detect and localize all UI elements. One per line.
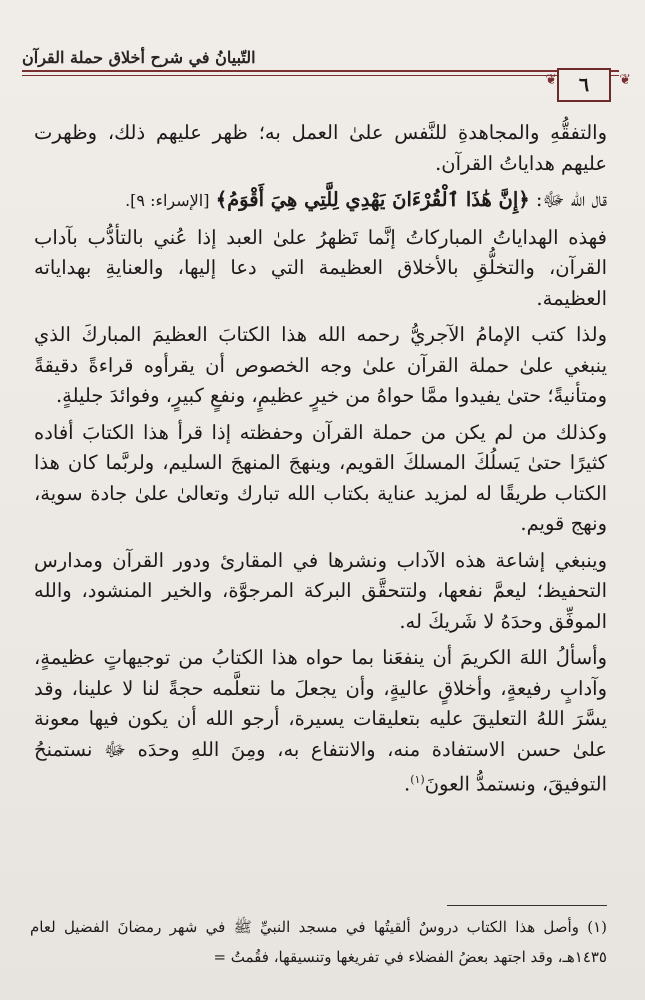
paragraph: وكذلك من لم يكن من حملة القرآن وحفظته إذا قرأ هذا الكتابَ أفاده كثيرًا حتىٰ يَسلُكَ المسلكَ القويم، وينهجَ المنهجَ السليم، ولربَّما كان هذا الكتاب طريقًا له لمزيد عناية بكتاب الله تبارك وتعالىٰ علىٰ جادة سوية، ونهج قويم. [34, 420, 607, 535]
paragraph: وينبغي إشاعة هذه الآداب ونشرها في المقارئ ودور القرآن ومدارس التحفيظ؛ ليعمَّ نفعها، ولتتحقَّق البركة المرجوَّة، والخير المنشود، والله الموفِّق وحدَهُ لا شَريكَ له. [34, 548, 607, 633]
paragraph: والتفقُّهِ والمجاهدةِ للنَّفس علىٰ العمل به؛ ظهر عليهم ذلك، وظهرت عليهم هداياتُ القرآن. [34, 121, 607, 175]
page-header [22, 48, 631, 110]
footnote-marker[interactable]: (١) [410, 773, 425, 786]
paragraph: وأسألُ اللهَ الكريمَ أن ينفعَنا بما حواه هذا الكتابُ من توجيهاتٍ عظيمةٍ، وآدابٍ رفيعةٍ، وأخلاقٍ عاليةٍ، وأن يجعلَ ما نتعلَّمه حجةً لنا لا علينا، وقد يسَّرَ اللهُ التعليقَ عليه بتعليقات يسيرة، أرجو الله أن يكون فيها معونة علىٰ حسن الاستفادة منه، والانتفاع به، ومِنَ اللهِ وحدَه ﷻ نستمنحُ التوفيقَ، ونستمدُّ العونَ$^{(١)}$. [34, 646, 607, 796]
paragraph-quran-quote: قال الله ﷻ: ﴿إِنَّ هَٰذَا ٱلْقُرْءَانَ يَهْدِي لِلَّتِي هِيَ أَقْوَمُ﴾ [الإسراء: ٩]. [125, 188, 607, 211]
main-text [34, 118, 607, 806]
page-number: ٦ [557, 68, 611, 102]
header-rule [22, 70, 619, 72]
running-title: التّبيانُ في شرح أخلاق حملة القرآن [22, 48, 256, 67]
ornament-icon: ❦ [619, 72, 631, 88]
footnote: (١) وأصل هذا الكتاب دروسٌ ألقيتُها في مسجد النبيِّ ﷺ في شهر رمضانَ الفضيل لعام ١٤٣٥هـ، وقد اجتهد بعضُ الفضلاء في تفريغها وتنسيقها، فقُمتُ = [30, 918, 607, 966]
footnote-rule [447, 905, 607, 906]
paragraph: ولذا كتب الإمامُ الآجريُّ رحمه الله هذا الكتابَ العظيمَ المباركَ الذي ينبغي علىٰ حملة القرآن علىٰ وجه الخصوص أن يقرأوه قراءةً دقيقةً ومتأنيةً؛ حتىٰ يفيدوا ممَّا حواهُ من خيرٍ عظيمٍ، ونفعٍ كبيرٍ، وفوائدَ جليلةٍ. [34, 323, 607, 407]
header-rule-thin [22, 75, 619, 76]
verse-reference: [الإسراء: ٩]. [125, 191, 210, 210]
quran-verse: ﴿إِنَّ هَٰذَا ٱلْقُرْءَانَ يَهْدِي لِلَّتِي هِيَ أَقْوَمُ﴾ [215, 188, 530, 211]
paragraph: فهذه الهداياتُ المباركاتُ إنَّما تَظهرُ علىٰ العبد إذا عُني بالتأدُّب بآداب القرآن، والتخلُّقِ بالأخلاق العظيمة التي دعا إليها، والعنايةِ بهداياته العظيمة. [34, 225, 607, 310]
ornament-icon: ❦ [545, 72, 557, 88]
